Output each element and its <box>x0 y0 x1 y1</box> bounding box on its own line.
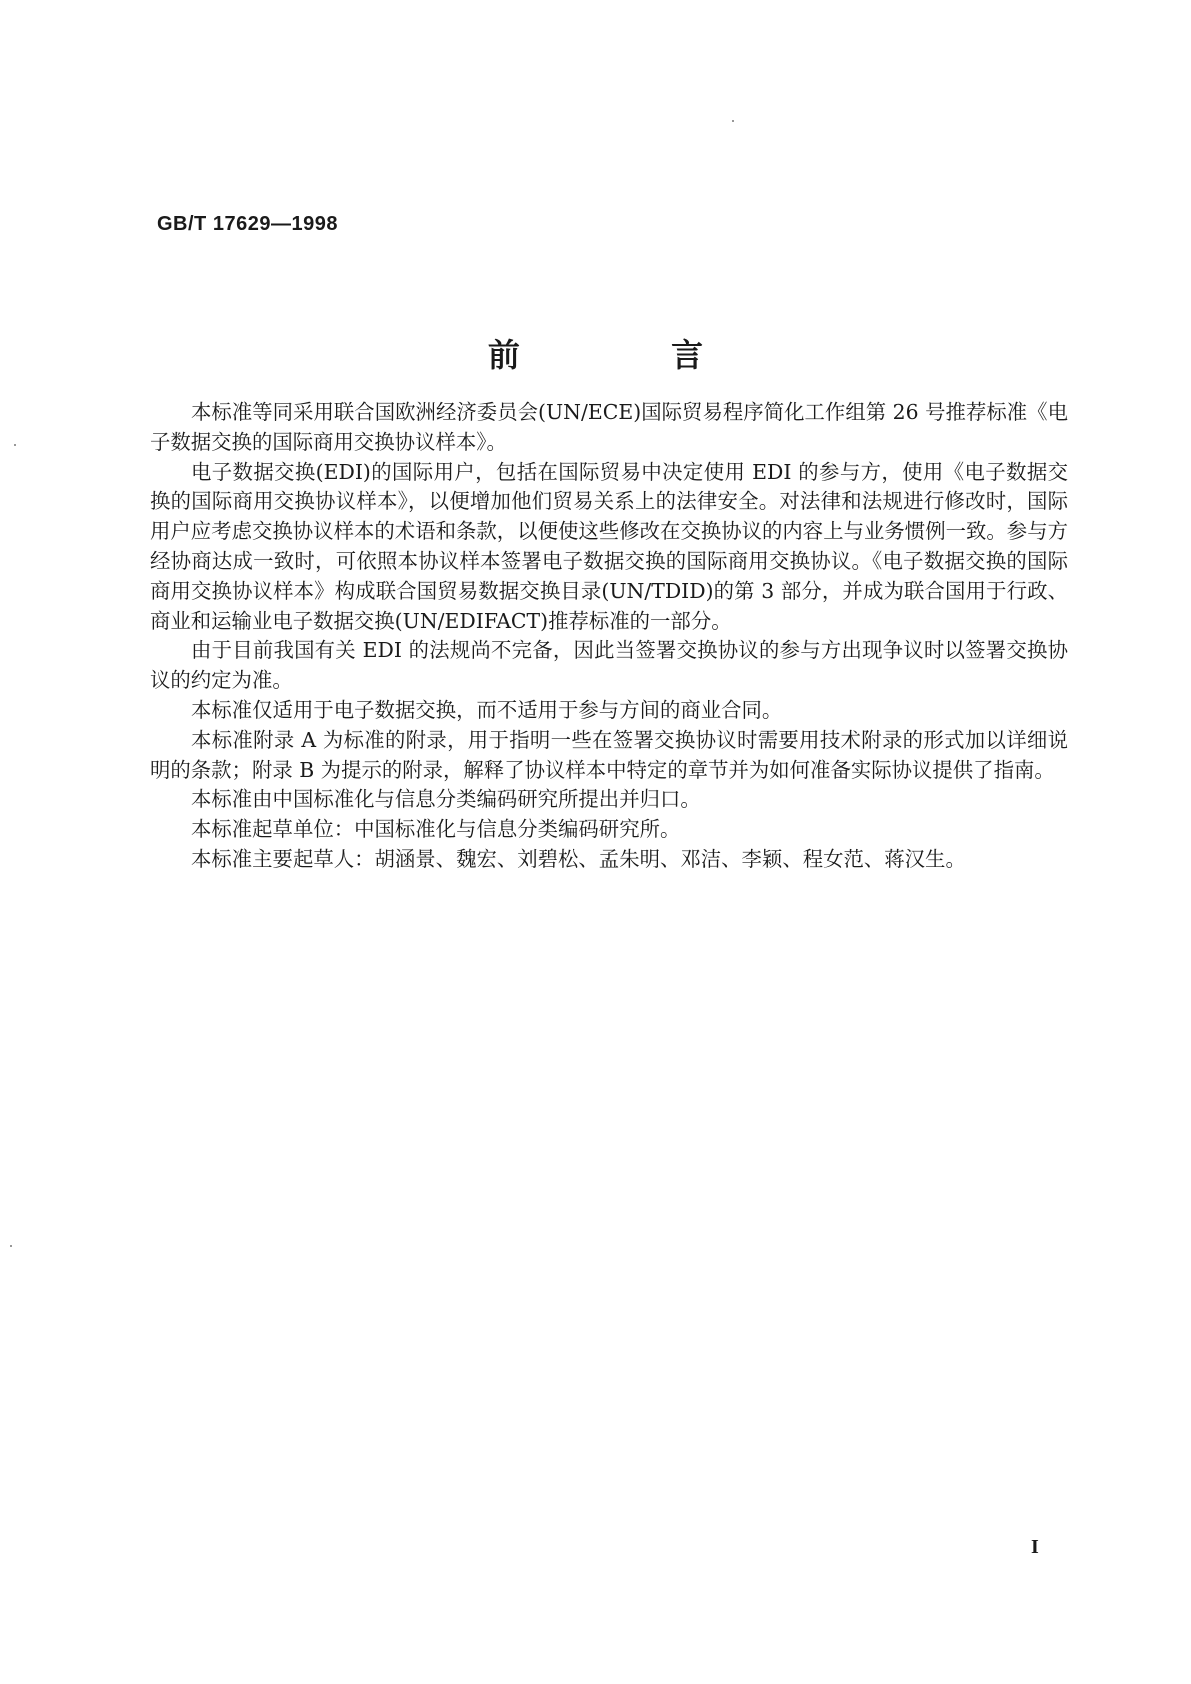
scan-speck <box>10 1245 12 1247</box>
paragraph-disputes: 由于目前我国有关 EDI 的法规尚不完备，因此当签署交换协议的参与方出现争议时以签署交换协议的约定为准。 <box>150 638 1068 693</box>
paragraph-scope: 本标准仅适用于电子数据交换，而不适用于参与方间的商业合同。 <box>191 697 783 722</box>
foreword-body <box>150 398 1068 875</box>
scan-speck <box>732 120 734 122</box>
page-title: 前 言 <box>487 336 774 374</box>
paragraph-edi-users: 电子数据交换(EDI)的国际用户，包括在国际贸易中决定使用 EDI 的参与方，使用《电子数据交换的国际商用交换协议样本》，以便增加他们贸易关系上的法律安全。对法律和法规进行修改时，国际用户应考虑交换协议样本的术语和条款，以便使这些修改在交换协议的内容上与业务惯例一致。参与方经协商达成一致时，可依照本协议样本签署电子数据交换的国际商用交换协议。《电子数据交换的国际商用交换协议样本》构成联合国贸易数据交换目录(UN/TDID)的第 3 部分，并成为联合国用于行政、商业和运输业电子数据交换(UN/EDIFACT)推荐标准的一部分。 <box>150 459 1068 633</box>
paragraph-adoption: 本标准等同采用联合国欧洲经济委员会(UN/ECE)国际贸易程序简化工作组第 26 号推荐标准《电子数据交换的国际商用交换协议样本》。 <box>150 400 1068 454</box>
paragraph-drafting-unit: 本标准起草单位：中国标准化与信息分类编码研究所。 <box>191 817 681 842</box>
paragraph-appendices: 本标准附录 A 为标准的附录，用于指明一些在签署交换协议时需要用技术附录的形式加以详细说明的条款；附录 B 为提示的附录，解释了协议样本中特定的章节并为如何准备实际协议提供了指南。 <box>150 727 1068 782</box>
scan-speck <box>14 444 16 446</box>
paragraph-drafters: 本标准主要起草人：胡涵景、魏宏、刘碧松、孟朱明、邓洁、李颖、程女范、蒋汉生。 <box>191 846 966 871</box>
page-number: I <box>1031 1536 1039 1558</box>
paragraph-proposer: 本标准由中国标准化与信息分类编码研究所提出并归口。 <box>191 787 701 812</box>
standard-code: GB/T 17629—1998 <box>157 213 338 235</box>
